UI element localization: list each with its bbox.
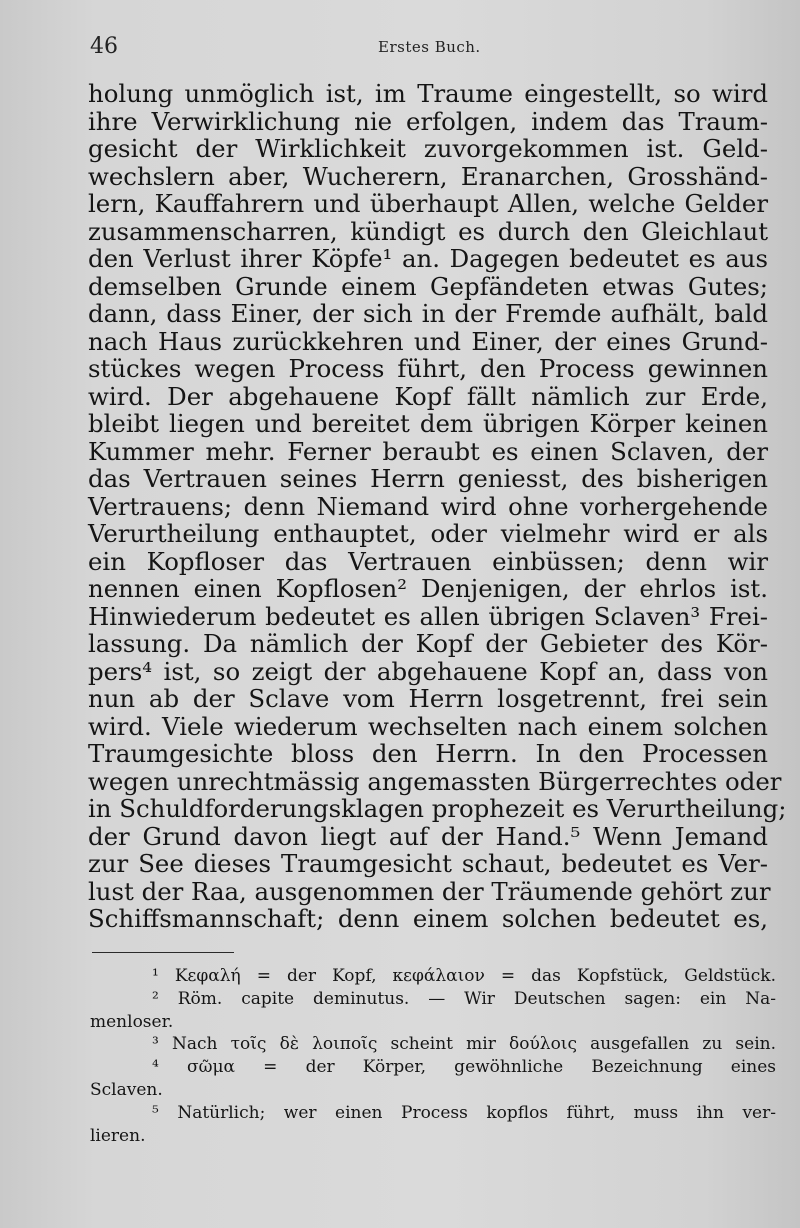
footnote-line: ⁵ Natürlich; wer einen Process kopflos führt, muss ihn ver- [152, 1102, 776, 1123]
text-line: lern, Kauffahrern und überhaupt Allen, welche Gelder [88, 189, 768, 218]
footnote-line: ¹ Κεφαλή = der Kopf, κεφάλαιον = das Kopfstück, Geldstück. [152, 966, 776, 986]
text-line: das Vertrauen seines Herrn geniesst, des bisherigen [88, 464, 768, 493]
text-line: gesicht der Wirklichkeit zuvorgekommen ist. Geld- [88, 134, 768, 163]
text-line: ihre Verwirklichung nie erfolgen, indem das Traum- [88, 106, 768, 136]
text-line: nennen einen Kopflosen² Denjenigen, der ehrlos ist. [88, 574, 768, 603]
text-line: wird. Viele wiederum wechselten nach einem solchen [88, 711, 768, 741]
footnote-line: menloser. [90, 1011, 174, 1032]
main-text [88, 79, 787, 933]
footnote-separator [92, 952, 234, 953]
text-line: Traumgesichte bloss den Herrn. In den Processen [88, 739, 768, 768]
text-line: zur See dieses Traumgesicht schaut, bedeutet es Ver- [88, 849, 768, 878]
running-head: Erstes Buch. [378, 38, 481, 56]
text-line: der Grund davon liegt auf der Hand.⁵ Wenn Jemand [88, 821, 768, 851]
text-line: wegen unrechtmässig angemassten Bürgerrechtes oder [88, 766, 782, 796]
text-line: den Verlust ihrer Köpfe¹ an. Dagegen bedeutet es aus [88, 244, 768, 273]
footnote-line: Sclaven. [90, 1079, 163, 1100]
text-line: zusammenscharren, kündigt es durch den Gleichlaut [88, 216, 768, 246]
footnote-line: ² Röm. capite deminutus. — Wir Deutschen sagen: ein Na- [152, 988, 776, 1009]
text-line: stückes wegen Process führt, den Process gewinnen [88, 354, 768, 383]
text-line: demselben Grunde einem Gepfändeten etwas Gutes; [88, 271, 768, 301]
text-line: ein Kopfloser das Vertrauen einbüssen; denn wir [88, 546, 768, 576]
text-line: lust der Raa, ausgenommen der Träumende gehört zur [88, 876, 771, 906]
page-number: 46 [90, 34, 118, 59]
text-line: wechslern aber, Wucherern, Eranarchen, Grosshänd- [88, 161, 768, 191]
text-line: Vertrauens; denn Niemand wird ohne vorhergehende [88, 491, 768, 521]
text-line: Schiffsmannschaft; denn einem solchen bedeutet es, [88, 904, 768, 933]
footnote-line: lieren. [90, 1125, 146, 1146]
text-line: dann, dass Einer, der sich in der Fremde aufhält, bald [88, 299, 768, 328]
text-line: Verurtheilung enthauptet, oder vielmehr wird er als [88, 519, 768, 548]
text-line: Hinwiederum bedeutet es allen übrigen Sclaven³ Frei- [88, 601, 768, 631]
footnote-line: ³ Nach τοῖς δὲ λοιποῖς scheint mir δούλοις ausgefallen zu sein. [152, 1034, 776, 1055]
text-line: nun ab der Sclave vom Herrn losgetrennt, frei sein [88, 684, 768, 713]
text-line: lassung. Da nämlich der Kopf der Gebieter des Kör- [88, 629, 768, 658]
text-line: Kummer mehr. Ferner beraubt es einen Sclaven, der [88, 436, 768, 466]
text-line: bleibt liegen und bereitet dem übrigen Körper keinen [88, 409, 768, 438]
text-line: holung unmöglich ist, im Traume eingestellt, so wird [88, 79, 768, 108]
footnotes [90, 965, 776, 1147]
footnote-line: ⁴ σῶμα = der Körper, gewöhnliche Bezeichnung eines [152, 1057, 776, 1078]
text-line: pers⁴ ist, so zeigt der abgehauene Kopf an, dass von [88, 656, 768, 686]
text-line: in Schuldforderungsklagen prophezeit es Verurtheilung; [88, 794, 787, 823]
text-line: nach Haus zurückkehren und Einer, der eines Grund- [88, 326, 768, 356]
text-line: wird. Der abgehauene Kopf fällt nämlich zur Erde, [88, 381, 768, 411]
